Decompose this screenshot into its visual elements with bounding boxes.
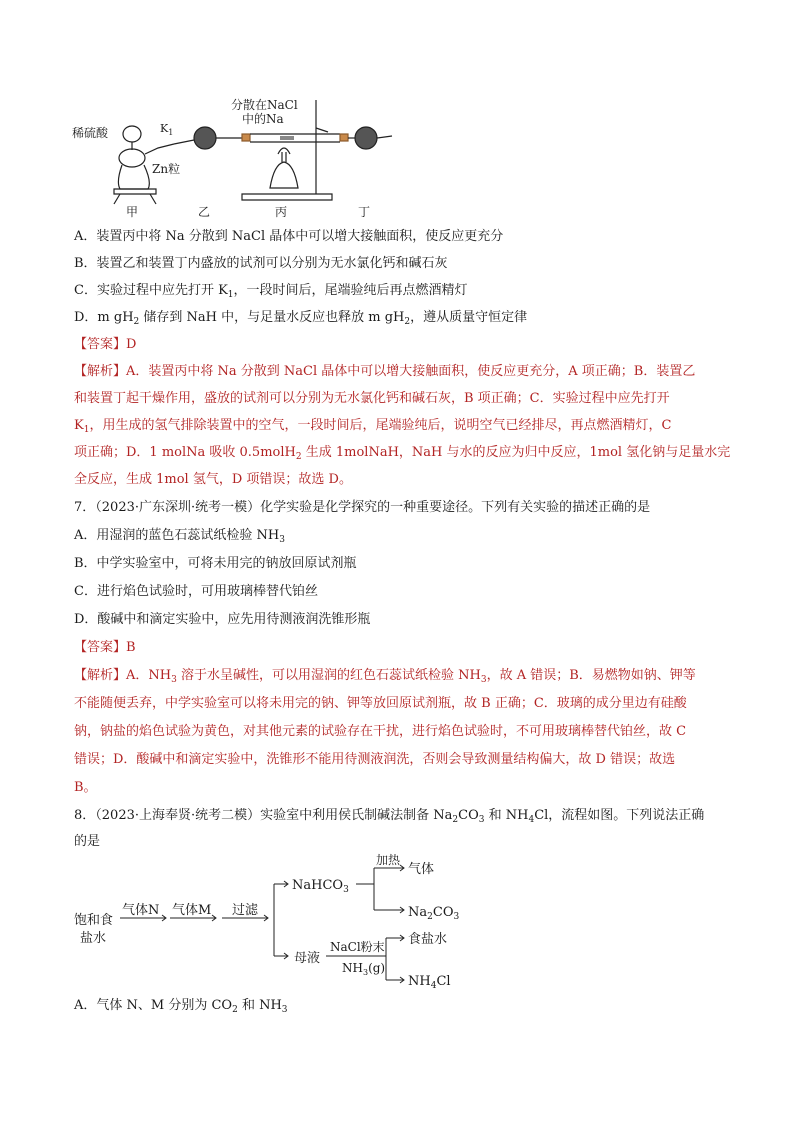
q7-option-b: B．中学实验室中，可将未用完的钠放回原试剂瓶 [74,556,357,571]
q7-analysis-line-2: 不能随便丢弃，中学实验室可以将未用完的钠、钾等放回原试剂瓶，故 B 正确；C．玻璃的成分里边有硅酸 [74,696,687,711]
flow-brine: 食盐水 [408,932,448,947]
q7-analysis-line-5: B。 [74,780,97,795]
q6-option-b: B．装置乙和装置丁内盛放的试剂可以分别为无水氯化钙和碱石灰 [74,256,448,271]
q6-analysis-line-4: 项正确；D．1 molNa 吸收 0.5molH$_2$ 生成 1molNaH，NaH 与水的反应为归中反应，1mol 氢化钠与足量水完 [74,445,731,462]
process-flow-diagram [74,852,494,997]
flow-gas-n: 气体N [122,903,160,918]
flow-gas-m: 气体M [172,903,212,918]
flow-nacl-powder: NaCl粉末 [330,940,385,954]
flow-nh3: $NH_3(g)$ [342,961,386,977]
apparatus-drawing [70,92,400,220]
q6-option-d: D．m $gH_2$ 储存到 NaH 中，与足量水反应也释放 m $gH_2$，遵从质量守恒定律 [74,310,528,327]
apparatus-figure [70,92,400,220]
q6-analysis-line-1: 【解析】A．装置丙中将 Na 分散到 NaCl 晶体中可以增大接触面积，使反应更充分，A 项正确；B．装置乙 [74,364,696,379]
q6-analysis-line-3: $K_1$，用生成的氢气排除装置中的空气，一段时间后，尾端验纯后，说明空气已经排尽，再点燃酒精灯，C [74,418,672,435]
q7-stem: 7．（2023·广东深圳·统考一模）化学实验是化学探究的一种重要途径。下列有关实验的描述正确的是 [74,500,651,515]
q6-option-c: C．实验过程中应先打开 $K_1$，一段时间后，尾端验纯后再点燃酒精灯 [74,283,468,300]
q6-analysis-line-5: 全反应，生成 1mol 氢气，D 项错误；故选 D。 [74,472,352,487]
caption-jia: 甲 [126,205,139,219]
q7-analysis-line-3: 钠，钠盐的焰色试验为黄色，对其他元素的试验存在干扰，进行焰色试验时，不可用玻璃棒替代铂丝，故 C [74,724,687,739]
flow-heat: 加热 [376,853,401,867]
caption-yi: 乙 [198,205,211,219]
flow-start-line2: 盐水 [80,931,107,946]
flow-start-line1: 饱和食 [74,913,114,928]
q8-stem-line-2: 的是 [74,834,101,849]
q6-analysis-line-2: 和装置丁起干燥作用，盛放的试剂可以分别为无水氯化钙和碱石灰，B 项正确；C．实验过程中应先打开 [74,391,670,406]
caption-ding: 丁 [358,205,371,219]
q6-answer: 【答案】D [74,337,137,352]
q7-option-c: C．进行焰色试验时，可用玻璃棒替代铂丝 [74,584,318,599]
label-na-line1: 分散在NaCl [231,98,298,112]
label-k1: $K_1$ [160,122,174,137]
q7-answer: 【答案】B [74,640,136,655]
label-na-line2: 中的Na [242,112,284,126]
flow-drawing [74,852,494,997]
q8-stem: 8．（2023·上海奉贤·统考二模）实验室中利用侯氏制碱法制备 $Na_2CO_3$ 和 $NH_4Cl$，流程如图。下列说法正确 [74,808,705,825]
q7-option-a: A．用湿润的蓝色石蕊试纸检验 $NH_3$ [74,528,285,545]
q7-option-d: D．酸碱中和滴定实验中，应先用待测液润洗锥形瓶 [74,612,371,627]
flow-mother-liquor: 母液 [294,951,321,966]
flow-filter: 过滤 [232,903,259,918]
flow-nahco3: NaHCO$_3$ [292,878,349,895]
flow-nh4cl: $NH_4Cl$ [408,974,451,991]
flow-gas-product: 气体 [408,862,435,877]
q6-option-a: A．装置丙中将 Na 分散到 NaCl 晶体中可以增大接触面积，使反应更充分 [74,229,504,244]
caption-bing: 丙 [275,205,288,219]
label-zn: Zn粒 [152,162,181,176]
q7-analysis-line-4: 错误；D．酸碱中和滴定实验中，洗锥形不能用待测液润洗，否则会导致测量结构偏大，故 D 错误；故选 [74,752,676,767]
label-acid: 稀硫酸 [72,126,109,140]
flow-na2co3: $Na_2CO_3$ [408,905,460,922]
q7-analysis-line-1: 【解析】A．$NH_3$ 溶于水呈碱性，可以用湿润的红色石蕊试纸检验 $NH_3$，故 A 错误；B．易燃物如钠、钾等 [74,668,696,685]
q8-option-a: A．气体 N、M 分别为 $CO_2$ 和 $NH_3$ [74,998,288,1015]
